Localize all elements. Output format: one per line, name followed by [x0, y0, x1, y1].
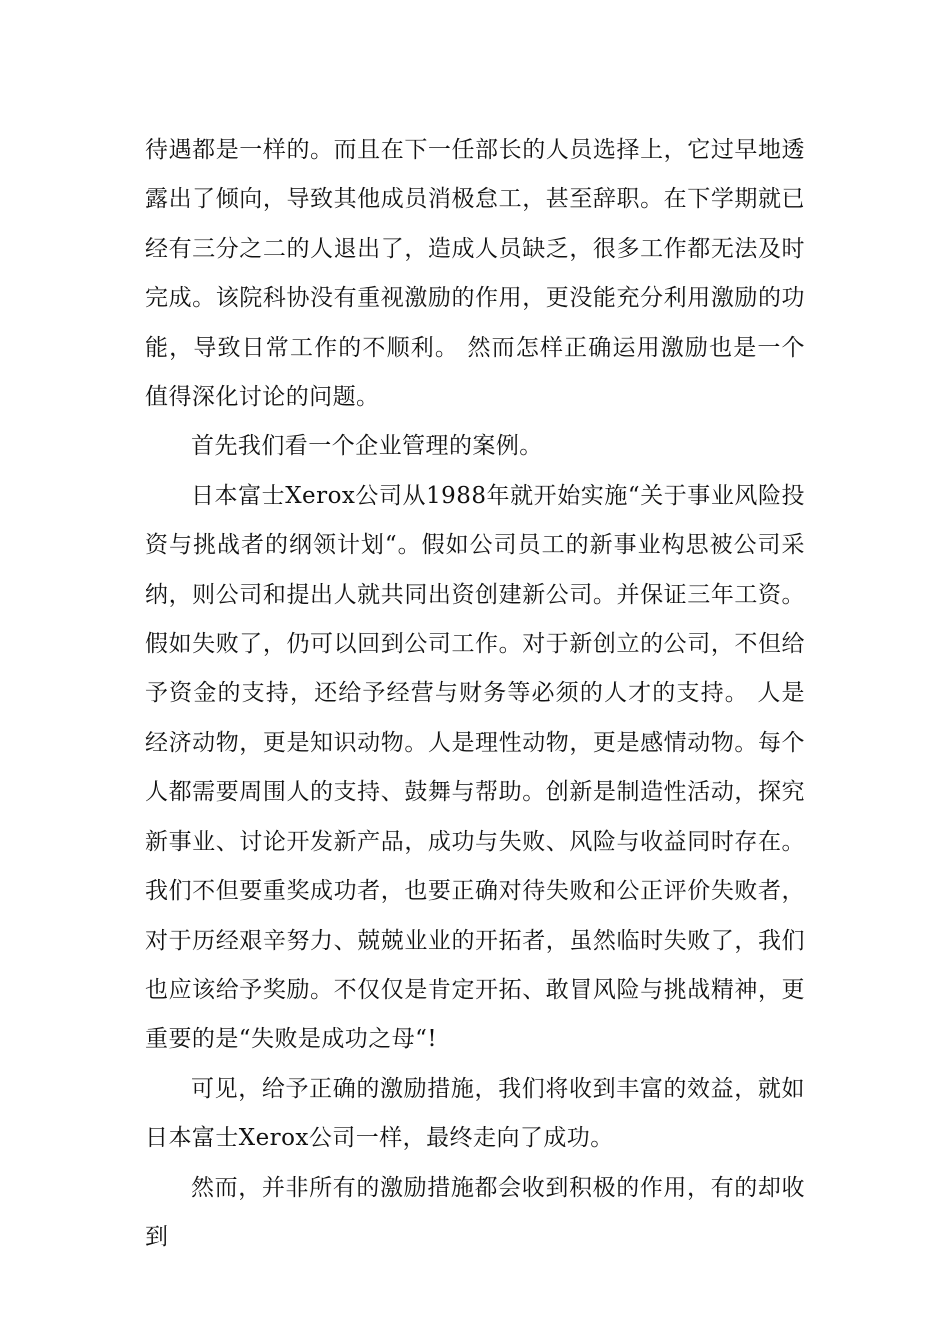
- paragraph-3: 日本富士Xerox公司从1988年就开始实施“关于事业风险投资与挑战者的纲领计划“。假如公司员工的新事业构思被公司采纳，则公司和提出人就共同出资创建新公司。并保证三年工资。假如失败了，仍可以回到公司工作。对于新创立的公司，不但给予资金的支持，还给予经营与财务等必须的人才的支持。 人是经济动物，更是知识动物。人是理性动物，更是感情动物。每个人都需要周围人的支持、鼓舞与帮助。创新是制造性活动，探究新事业、讨论开发新产品，成功与失败、风险与收益同时存在。我们不但要重奖成功者，也要正确对待失败和公正评价失败者，对于历经艰辛努力、兢兢业业的开拓者，虽然临时失败了，我们也应该给予奖励。不仅仅是肯定开拓、敢冒风险与挑战精神，更重要的是“失败是成功之母“!: [145, 482, 805, 1053]
- paragraph-2: 首先我们看一个企业管理的案例。: [191, 433, 543, 460]
- paragraph-4: 可见，给予正确的激励措施，我们将收到丰富的效益，就如日本富士Xerox公司一样，最终走向了成功。: [145, 1075, 805, 1152]
- paragraph-5: 然而，并非所有的激励措施都会收到积极的作用，有的却收到: [145, 1174, 805, 1250]
- document-body: [145, 126, 805, 1262]
- paragraph-1: 待遇都是一样的。而且在下一任部长的人员选择上，它过早地透露出了倾向，导致其他成员消极怠工，甚至辞职。在下学期就已经有三分之二的人退出了，造成人员缺乏，很多工作都无法及时完成。该院科协没有重视激励的作用，更没能充分利用激励的功能，导致日常工作的不顺利。 然而怎样正确运用激励也是一个值得深化讨论的问题。: [145, 137, 805, 411]
